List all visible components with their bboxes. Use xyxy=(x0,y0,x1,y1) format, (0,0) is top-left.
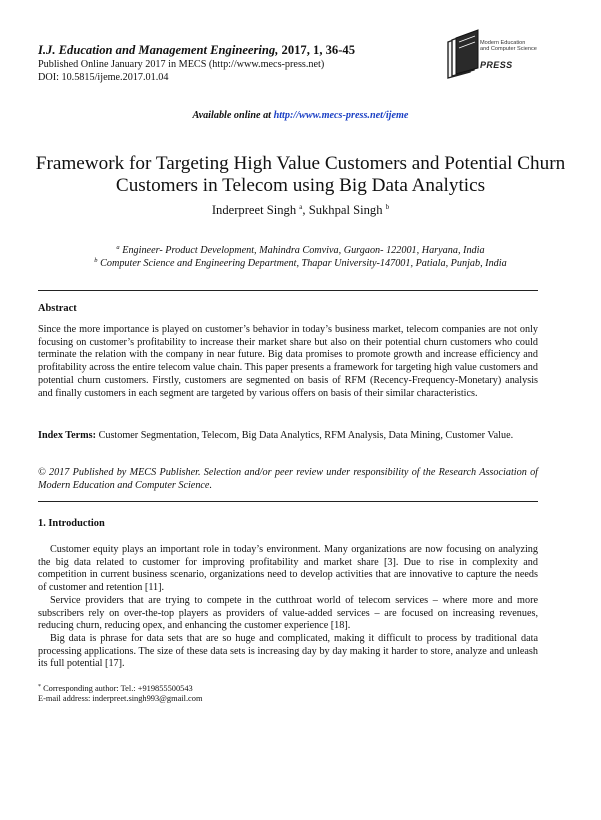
intro-paragraph-3: Big data is phrase for data sets that are so huge and complicated, making it difficult to process by traditional data processing applications. The size of these data sets is increasing day by day making it harder to store, analyze and unleash its full potential [17]. xyxy=(38,633,538,670)
footnote xyxy=(38,682,202,705)
logo-text: Modern Education and Computer Science xyxy=(480,40,537,53)
footnote-email: E-mail address: inderpreet.singh993@gmail.com xyxy=(38,694,203,704)
author-1-affil-mark: a xyxy=(299,203,303,211)
affiliation-a: $^a$ Engineer- Product Development, Mahindra Comviva, Gurgaon- 122001, Haryana, India xyxy=(116,244,485,256)
availability-line xyxy=(0,110,601,121)
index-terms xyxy=(38,430,538,443)
intro-paragraph-1: Customer equity plays an important role in today’s environment. Many organizations are now focusing on analyzing the big data related to customer for improving profitability and market share [3]. Due to rise in complexity and competition in current business scenario, organizations need to develop activities that are innovative to capture the needs of customer and retention [11]. xyxy=(38,544,538,594)
availability-prefix: Available online at xyxy=(192,110,274,121)
journal-name: I.J. Education and Management Engineering, xyxy=(38,43,279,57)
journal-citation xyxy=(38,43,355,58)
published-online: Published Online January 2017 in MECS (http://www.mecs-press.net) xyxy=(38,59,325,70)
author-1: Inderpreet Singh xyxy=(211,203,297,217)
abstract-heading: Abstract xyxy=(38,303,77,314)
book-stack-icon xyxy=(444,28,480,80)
divider xyxy=(38,290,538,291)
publication-info xyxy=(38,58,324,84)
copyright-notice: © 2017 Published by MECS Publisher. Selection and/or peer review under responsibility of the Research Association of Modern Education and Computer Science. xyxy=(38,467,538,491)
author-separator: , xyxy=(302,203,309,217)
author-list xyxy=(0,203,601,218)
divider xyxy=(38,501,538,502)
title-line-2: Customers in Telecom using Big Data Analytics xyxy=(115,175,486,196)
journal-issue: 2017, 1, 36-45 xyxy=(278,43,355,57)
publisher-logo xyxy=(444,28,564,84)
index-terms-label: Index Terms: xyxy=(38,430,97,441)
index-terms-values: Customer Segmentation, Telecom, Big Data Analytics, RFM Analysis, Data Mining, Customer Value. xyxy=(96,430,514,441)
title-line-1: Framework for Targeting High Value Customers and Potential Churn xyxy=(35,153,566,174)
author-2-affil-mark: b xyxy=(385,203,390,211)
footnote-corresponding: * Corresponding author: Tel.: +919855500543 xyxy=(38,684,193,693)
logo-press: PRESS xyxy=(480,60,513,70)
abstract-text: Since the more importance is played on customer’s behavior in today’s business market, telecom companies are not only focusing on customer’s profitability to increase their market share but also on their potential churn customers who could terminate the relation with the company in near future. Big data promises to promote growth and increase efficiency and profitability across the entire telecom value chain. This paper presents a framework for targeting high value customers and potential churn customers. Firstly, customers are segmented on basis of RFM (Recency-Frequency-Monetary) analysis and finally customers in each segment are targeted by various offers on basis of their similar characteristics. xyxy=(38,324,538,399)
section-heading: 1. Introduction xyxy=(38,518,105,529)
journal-link[interactable]: http://www.mecs-press.net/ijeme xyxy=(273,110,409,121)
paper-title xyxy=(20,153,581,197)
author-2: Sukhpal Singh xyxy=(308,203,383,217)
doi: DOI: 10.5815/ijeme.2017.01.04 xyxy=(38,72,169,83)
affiliation-b: $^b$ Computer Science and Engineering Department, Thapar University-147001, Patiala, Punjab, India xyxy=(94,257,507,269)
intro-paragraph-2: Service providers that are trying to compete in the cutthroat world of telecom services – where more and more subscribers rely on over-the-top players as providers of value-added services – are focused on increasing revenues, reducing churn, reducing opex, and enhancing the customer experience [18]. xyxy=(38,595,538,632)
